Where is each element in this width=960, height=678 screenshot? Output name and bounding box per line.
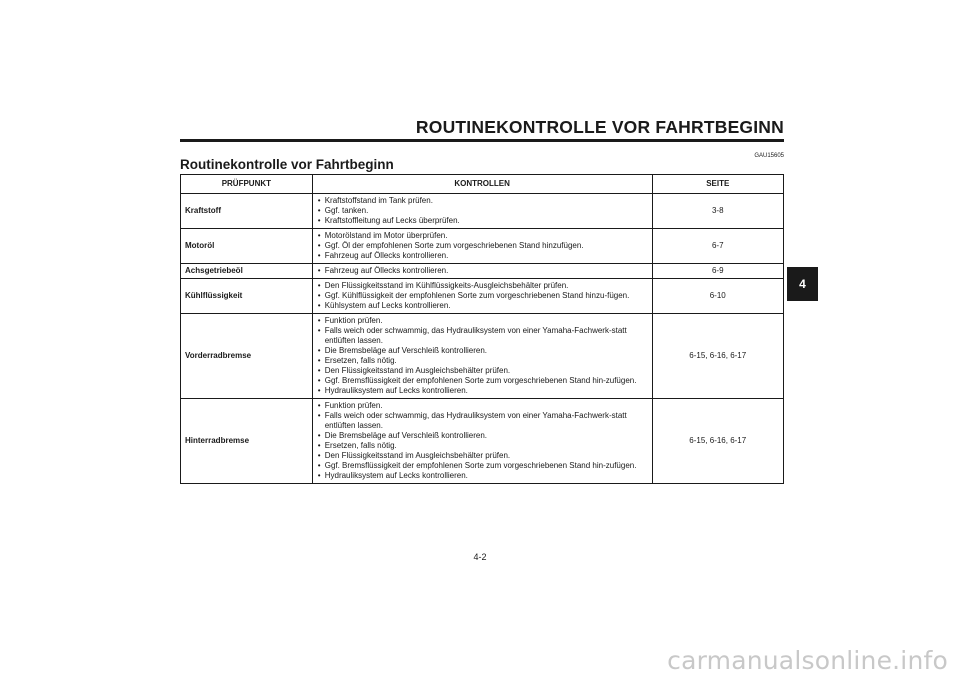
page-reference: 6-15, 6-16, 6-17 [652,399,784,484]
table-row [181,194,784,229]
check-list-cell [312,264,652,279]
check-list [317,281,648,311]
check-list [317,266,648,276]
check-step: • Den Flüssigkeitsstand im Ausgleichsbehälter prüfen. [317,366,648,376]
check-step: • Fahrzeug auf Öllecks kontrollieren. [317,251,648,261]
check-step: • Funktion prüfen. [317,316,648,326]
check-item: Motoröl [181,229,313,264]
column-header-item: PRÜFPUNKT [181,175,313,194]
column-header-page: SEITE [652,175,784,194]
page-reference: 6-7 [652,229,784,264]
check-step: • Ggf. Bremsflüssigkeit der empfohlenen Sorte zum vorgeschriebenen Stand hin-zufügen. [317,376,648,386]
page-reference: 6-15, 6-16, 6-17 [652,314,784,399]
table-row [181,314,784,399]
check-step: • Falls weich oder schwammig, das Hydrauliksystem von einer Yamaha-Fachwerk-statt entlüften lassen. [317,326,648,346]
check-step: • Fahrzeug auf Öllecks kontrollieren. [317,266,648,276]
check-list-cell [312,279,652,314]
check-step: • Ggf. Kühlflüssigkeit der empfohlenen Sorte zum vorgeschriebenen Stand hinzu-fügen. [317,291,648,301]
check-item: Kühlflüssigkeit [181,279,313,314]
check-step: • Kraftstoffleitung auf Lecks überprüfen. [317,216,648,226]
check-step: • Ggf. Öl der empfohlenen Sorte zum vorgeschriebenen Stand hinzufügen. [317,241,648,251]
check-step: • Hydrauliksystem auf Lecks kontrollieren. [317,471,648,481]
check-list-cell [312,229,652,264]
header-rule [180,139,784,142]
page-reference: 6-9 [652,264,784,279]
check-list [317,231,648,261]
check-step: • Die Bremsbeläge auf Verschleiß kontrollieren. [317,431,648,441]
check-list-cell [312,314,652,399]
watermark-logo: carmanualsonline.info [667,646,948,675]
check-list [317,401,648,481]
check-list [317,316,648,396]
check-step: • Ggf. Bremsflüssigkeit der empfohlenen Sorte zum vorgeschriebenen Stand hin-zufügen. [317,461,648,471]
column-header-checks: KONTROLLEN [312,175,652,194]
check-item: Vorderradbremse [181,314,313,399]
check-table [180,174,784,484]
check-item: Hinterradbremse [181,399,313,484]
table-body [181,194,784,484]
check-item: Kraftstoff [181,194,313,229]
check-step: • Den Flüssigkeitsstand im Kühlflüssigkeits-Ausgleichsbehälter prüfen. [317,281,648,291]
check-step: • Ggf. tanken. [317,206,648,216]
page-reference: 6-10 [652,279,784,314]
table-row [181,264,784,279]
table-row [181,399,784,484]
chapter-tab: 4 [787,267,818,301]
table-row [181,229,784,264]
check-list-cell [312,194,652,229]
check-item: Achsgetriebeöl [181,264,313,279]
check-step: • Kraftstoffstand im Tank prüfen. [317,196,648,206]
page-reference: 3-8 [652,194,784,229]
check-list-cell [312,399,652,484]
table-row [181,279,784,314]
reference-code: GAU15605 [754,153,784,159]
section-title: Routinekontrolle vor Fahrtbeginn [180,157,394,172]
check-step: • Kühlsystem auf Lecks kontrollieren. [317,301,648,311]
check-step: • Motorölstand im Motor überprüfen. [317,231,648,241]
page-header-title: ROUTINEKONTROLLE VOR FAHRTBEGINN [415,117,784,137]
check-step: • Hydrauliksystem auf Lecks kontrollieren. [317,386,648,396]
check-step: • Ersetzen, falls nötig. [317,441,648,451]
check-step: • Ersetzen, falls nötig. [317,356,648,366]
check-step: • Falls weich oder schwammig, das Hydrauliksystem von einer Yamaha-Fachwerk-statt entlüften lassen. [317,411,648,431]
check-step: • Funktion prüfen. [317,401,648,411]
check-list [317,196,648,226]
table-header-row [181,175,784,194]
page-number: 4-2 [473,552,487,562]
check-step: • Den Flüssigkeitsstand im Ausgleichsbehälter prüfen. [317,451,648,461]
check-step: • Die Bremsbeläge auf Verschleiß kontrollieren. [317,346,648,356]
